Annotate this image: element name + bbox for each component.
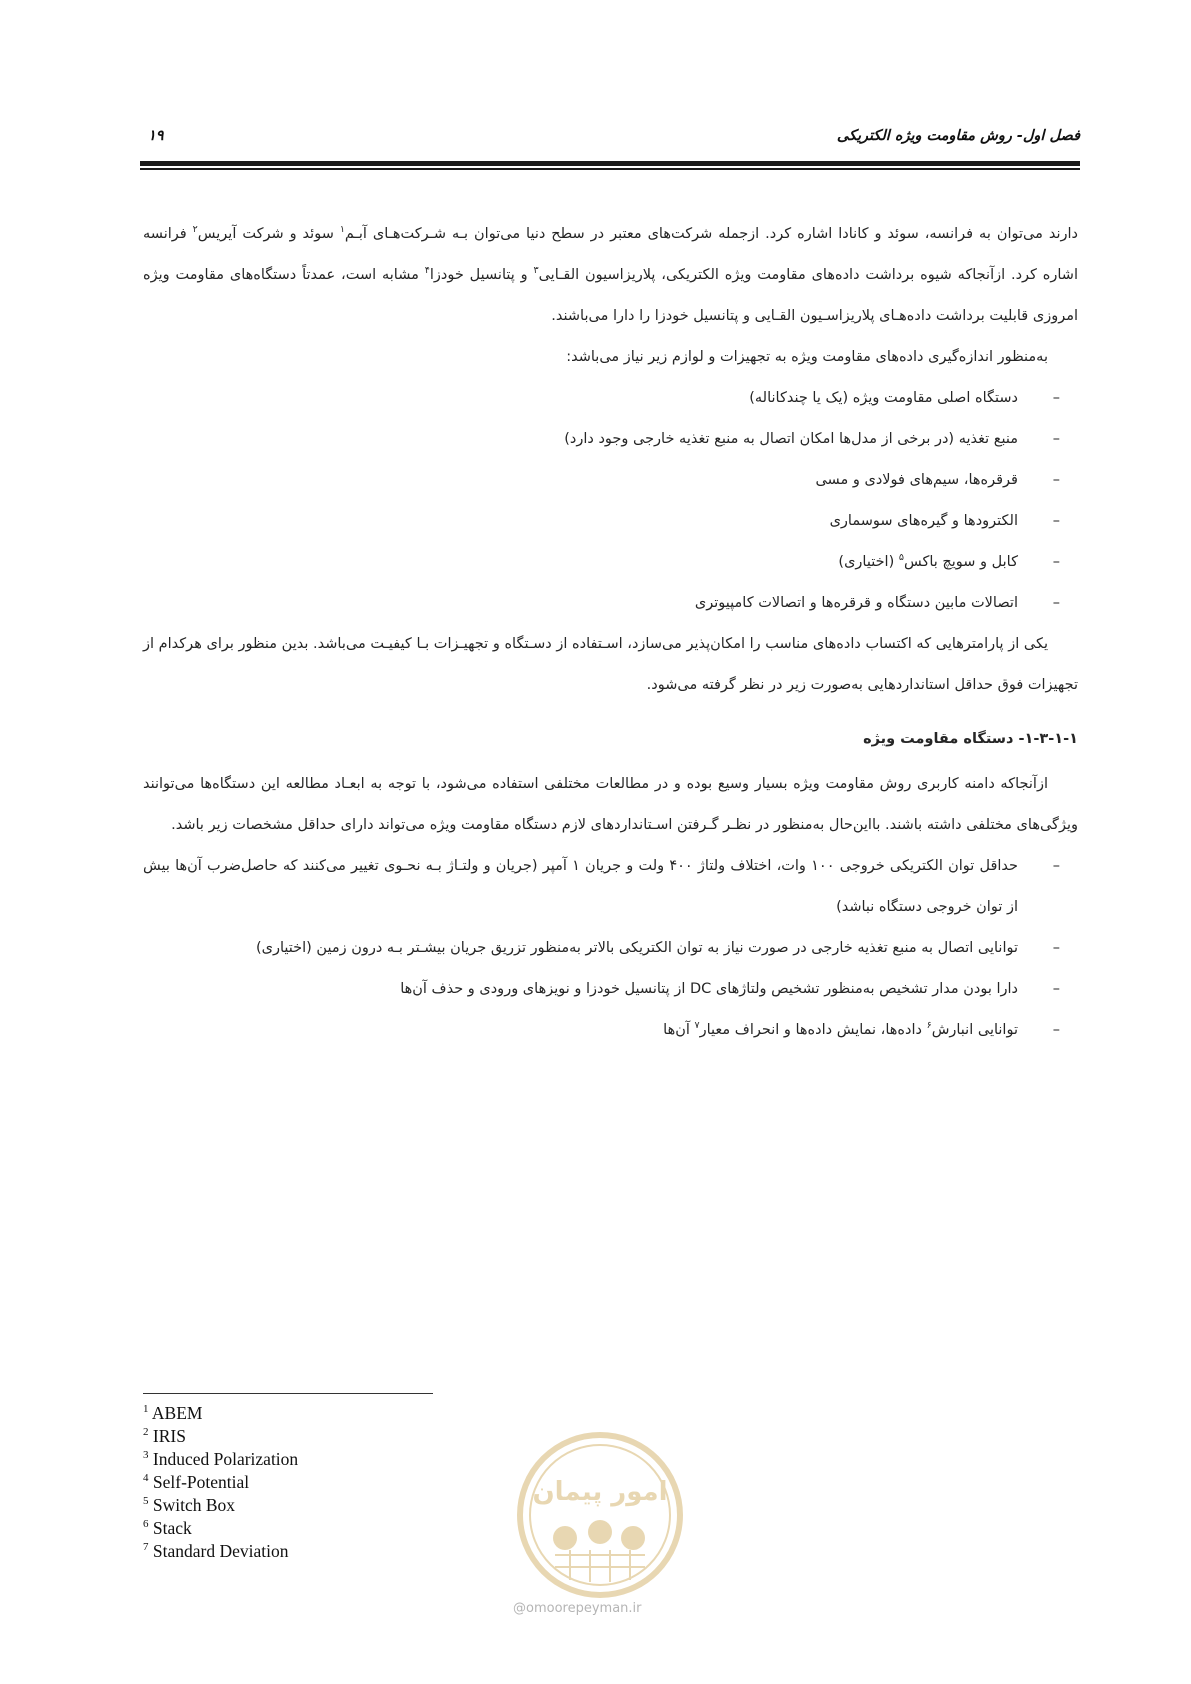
specs-list (143, 846, 1078, 1051)
chapter-title: فصل اول- روش مقاومت ویژه الکتریکی (836, 128, 1080, 144)
footnote-text: ABEM (151, 1403, 203, 1423)
footnote (143, 1517, 298, 1540)
footnote (143, 1425, 298, 1448)
list-item-text: اتصالات مابین دستگاه و قرقره‌ها و اتصالات کامپیوتری (694, 595, 1018, 611)
list-item (143, 1010, 1060, 1051)
footnote-text: Stack (152, 1518, 192, 1538)
list-item-text: (اختیاری) (838, 554, 899, 570)
header-rule-thick (140, 161, 1080, 166)
intro-text-4: و پتانسیل خودزا (429, 267, 534, 283)
footnote-ref-2: ۲ (192, 224, 198, 236)
footnotes (143, 1402, 298, 1563)
footnote-ref-4: ۴ (424, 265, 430, 277)
list-item (143, 969, 1060, 1010)
list-item-text: آن‌ها (663, 1022, 695, 1038)
list-item (143, 419, 1060, 460)
footnote-ref-3: ۳ (533, 265, 539, 277)
intro-text-5: مشابه است، عمدتاً دستگاه‌های مقاومت ویژه امروزی قابلیت برداشت داده‌هـای پلاریزاسـیون القـایی و پتانسیل خودزا را دارا می‌باشند. (143, 267, 1078, 324)
footnote (143, 1402, 298, 1425)
watermark-logo-text: امور پیمان (532, 1477, 668, 1507)
footnote-ref-6: ۶ (926, 1020, 932, 1032)
footnote-ref-7: ۷ (694, 1020, 700, 1032)
footnote-number: 2 (143, 1426, 149, 1439)
list-item-text: قرقره‌ها، سیم‌های فولادی و مسی (815, 472, 1018, 488)
footnote-text: Self-Potential (152, 1472, 250, 1492)
page-number: ۱۹ (148, 128, 164, 144)
list-item (143, 846, 1060, 928)
list-item-text: کابل و سویچ باکس (903, 554, 1018, 570)
list-item-text: دارا بودن مدار تشخیص به‌منظور تشخیص ولتاژهای DC از پتانسیل خودزا و نویزهای ورودی و حذف آن‌ها (400, 981, 1018, 997)
section-heading: ۱-۳-۱-۱- دستگاه مقاومت ویژه (863, 731, 1078, 747)
footnote (143, 1448, 298, 1471)
section-paragraph: ازآنجاکه دامنه کاربری روش مقاومت ویژه بسیار وسیع بوده و در مطالعات مختلفی استفاده می‌شود، با توجه به ابعـاد مطالعه این دستگاه‌ها می‌توانند ویژگی‌های مختلفی داشته باشند. بااین‌حال به‌منظور در نظـر گـرفتن اسـتانداردهای لازم دستگاه مقاومت ویژه می‌تواند دارای حداقل مشخصات زیر باشد. (143, 776, 1078, 833)
footnote (143, 1494, 298, 1517)
footnote-text: Switch Box (152, 1495, 236, 1515)
watermark-logo-icon (515, 1430, 685, 1600)
list-item-text: منبع تغذیه (در برخی از مدل‌ها امکان اتصال به منبع تغذیه خارجی وجود دارد) (564, 431, 1018, 447)
list-item-text: داده‌ها، نمایش داده‌ها و انحراف معیار (699, 1022, 927, 1038)
equipment-list (143, 378, 1078, 624)
footnote-text: IRIS (152, 1426, 186, 1446)
intro-text-2: سوئد و شرکت آیریس (197, 226, 340, 242)
list-item (143, 501, 1060, 542)
footnote-number: 7 (143, 1541, 149, 1554)
page-header (140, 128, 1080, 156)
footnote-text: Standard Deviation (152, 1541, 289, 1561)
footnote-number: 3 (143, 1449, 149, 1462)
intro-text-3: فرانسه اشاره کرد. ازآنجاکه شیوه برداشت داده‌های مقاومت ویژه الکتریکی، پلاریزاسیون القـایی (143, 226, 1078, 283)
list-item (143, 460, 1060, 501)
footnote-number: 6 (143, 1518, 149, 1531)
parameters-paragraph: یکی از پارامترهایی که اکتساب داده‌های مناسب را امکان‌پذیر می‌سازد، اسـتفاده از دسـتگاه و تجهیـزات بـا کیفیـت می‌باشد. بدین منظور برای هرکدام از تجهیزات فوق حداقل استانداردهایی به‌صورت زیر در نظر گرفته می‌شود. (143, 636, 1078, 693)
list-item (143, 378, 1060, 419)
list-item-text: دستگاه اصلی مقاومت ویژه (یک یا چندکاناله) (749, 390, 1018, 406)
footnote-text: Induced Polarization (152, 1449, 299, 1469)
list-item-text: توانایی اتصال به منبع تغذیه خارجی در صورت نیاز به توان الکتریکی بالاتر به‌منظور تزریق جریان بیشـتر بـه درون زمین (اختیاری) (255, 940, 1018, 956)
list-item (143, 928, 1060, 969)
footnote (143, 1471, 298, 1494)
footnote-ref-5: ۵ (898, 552, 904, 564)
list-item-text: حداقل توان الکتریکی خروجی ۱۰۰ وات، اختلاف ولتاژ ۴۰۰ ولت و جریان ۱ آمپر (جریان و ولتـاژ بـه نحـوی تغییر می‌کنند که حاصل‌ضرب آن‌ها بیش از توان خروجی دستگاه نباشد) (143, 858, 1018, 915)
intro-text-1: دارند می‌توان به فرانسه، سوئد و کانادا اشاره کرد. ازجمله شرکت‌های معتبر در سطح دنیا می‌توان بـه شـرکت‌هـای آبـم (344, 226, 1078, 242)
footnote-separator (143, 1393, 433, 1394)
footnote-number: 4 (143, 1472, 149, 1485)
intro-paragraph (143, 214, 1078, 337)
equipment-intro: به‌منظور اندازه‌گیری داده‌های مقاومت ویژه به تجهیزات و لوازم زیر نیاز می‌باشد: (566, 349, 1048, 365)
list-item (143, 583, 1060, 624)
page-body (143, 214, 1078, 1051)
header-rule-thin (140, 168, 1080, 170)
watermark-caption: @omoorepeyman.ir (513, 1601, 642, 1616)
footnote-number: 5 (143, 1495, 149, 1508)
footnote (143, 1540, 298, 1563)
footnote-ref-1: ۱ (339, 224, 345, 236)
footnote-number: 1 (143, 1403, 149, 1416)
list-item (143, 542, 1060, 583)
list-item-text: الکترودها و گیره‌های سوسماری (829, 513, 1018, 529)
list-item-text: توانایی انبارش (931, 1022, 1018, 1038)
